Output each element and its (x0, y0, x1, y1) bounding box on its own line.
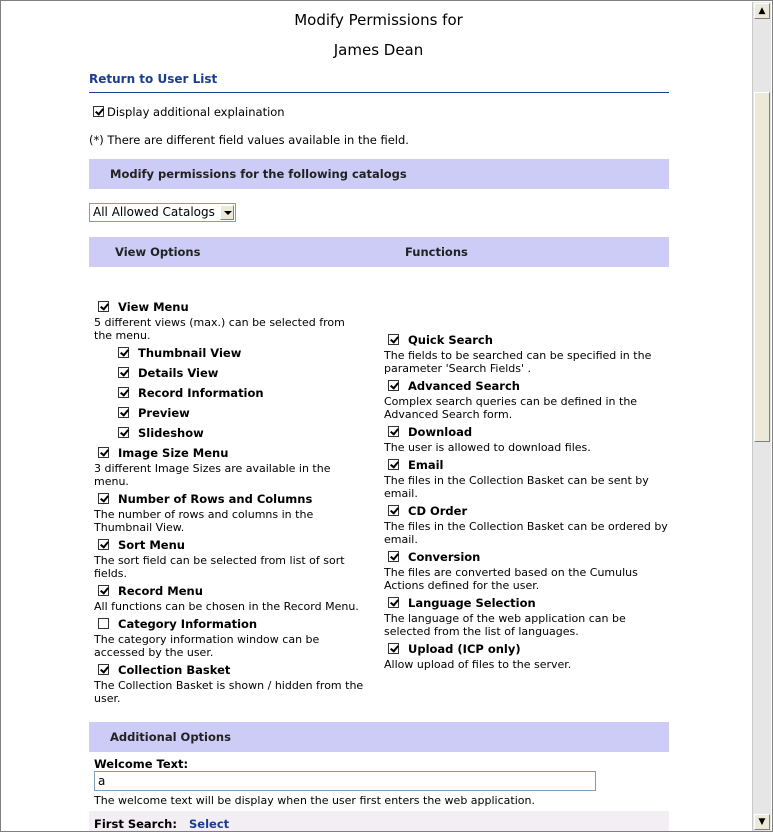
record-menu-desc: All functions can be chosen in the Record Menu. (94, 600, 359, 613)
checkbox-icon[interactable] (388, 597, 399, 608)
upload-desc: Allow upload of files to the server. (384, 658, 572, 671)
catalogs-band (89, 159, 669, 189)
catalog-select[interactable] (89, 203, 236, 222)
first-search-select-link[interactable]: Select (189, 817, 230, 831)
advanced-search-desc: Complex search queries can be defined in the Advanced Search form. (384, 395, 638, 421)
checkbox-icon[interactable] (98, 585, 109, 596)
collection-basket-desc: The Collection Basket is shown / hidden from the user. (94, 679, 364, 705)
image-size-menu-desc: 3 different Image Sizes are available in the menu. (94, 462, 331, 488)
sort-menu-desc: The sort field can be selected from list of sort fields. (94, 554, 345, 580)
welcome-text-desc: The welcome text will be display when the user first enters the web application. (94, 794, 535, 807)
view-menu-desc: 5 different views (max.) can be selected from the menu. (94, 316, 345, 342)
checkbox-icon[interactable] (388, 426, 399, 437)
display-explanation-label: Display additional explaination (107, 105, 285, 119)
checkbox-icon[interactable] (388, 380, 399, 391)
welcome-text-label: Welcome Text: (94, 757, 189, 771)
field-values-note: (*) There are different field values available in the field. (89, 133, 409, 147)
category-information-desc: The category information window can be accessed by the user. (94, 633, 320, 659)
checkbox-icon[interactable] (388, 551, 399, 562)
return-to-user-list-link[interactable]: Return to User List (89, 72, 218, 86)
checkbox-icon[interactable] (98, 493, 109, 504)
welcome-text-input[interactable] (94, 771, 596, 791)
cd-order-desc: The files in the Collection Basket can be ordered by email. (384, 520, 668, 546)
checkbox-icon[interactable] (118, 367, 129, 378)
catalogs-band-title: Modify permissions for the following catalogs (110, 167, 407, 181)
checkbox-icon[interactable] (118, 347, 129, 358)
functions-header: Functions (405, 245, 468, 259)
checkbox-icon[interactable] (388, 505, 399, 516)
conversion-desc: The files are converted based on the Cumulus Actions defined for the user. (384, 566, 638, 592)
checkbox-icon[interactable] (98, 539, 109, 550)
additional-options-band (89, 722, 669, 752)
display-explanation-checkbox[interactable] (93, 106, 104, 117)
catalog-select-value: All Allowed Catalogs (93, 205, 215, 219)
checkbox-icon[interactable] (118, 427, 129, 438)
checkbox-icon[interactable] (118, 407, 129, 418)
arrow-up-icon[interactable]: ▲ (754, 3, 770, 19)
options-header-band (89, 237, 669, 267)
checkbox-icon[interactable] (118, 387, 129, 398)
checkbox-icon[interactable] (98, 618, 109, 629)
vertical-scrollbar[interactable] (752, 2, 771, 831)
divider (89, 92, 669, 93)
user-name: James Dean (333, 41, 424, 59)
page-content: Modify Permissions for James Dean Return to User List Display additional explaination (*) There are different field values available in the field. Modify permissions for the following catalogs All Allowed Catalogs View Options Functions View Menu 5 different views (max.) can be selected from the menu. Thumbnail View Details View Record Information Preview Slideshow Image Size Menu 3 different Image Sizes are available in the menu. Number of Rows and Columns The number of rows and columns in the Thumbnail View. Sort Menu The sort field can be selected from list of sort fields. Record Menu All functions can be chosen in the Record Menu. Category Information The category information window can be accessed by the user. Collection Basket The Collection Basket is shown / hidden from the user. Quick Search The fields to be searched can be specified in the parameter 'Search Fields' . Advanced Search Complex search queries can be defined in the Advanced Search form. Download The user is allowed to download files. Email The files in the Collection Basket can be sent by email. CD Order The files in the Collection Basket can be ordered by email. Conversion The files are converted based on the Cumulus Actions defined for the user. Language Selection The language of the web application can be selected from the list of languages. Upload (ICP only) Allow upload of files to the server. Additional Options Welcome Text: a The welcome text will be display when the user first enters the web application. First Search: Select (1, 1, 752, 831)
additional-options-title: Additional Options (110, 730, 231, 744)
arrow-down-icon[interactable]: ▼ (754, 814, 770, 830)
page-title: Modify Permissions for (294, 11, 463, 29)
checkbox-icon[interactable] (388, 459, 399, 470)
checkbox-icon[interactable] (388, 334, 399, 345)
checkbox-icon[interactable] (98, 447, 109, 458)
view-options-header: View Options (115, 245, 201, 259)
email-desc: The files in the Collection Basket can be sent by email. (384, 474, 649, 500)
display-explanation-option[interactable] (93, 105, 285, 119)
checkbox-icon[interactable] (98, 301, 109, 312)
checkbox-icon[interactable] (388, 643, 399, 654)
checkbox-icon[interactable] (98, 664, 109, 675)
scrollbar-thumb[interactable] (754, 92, 770, 442)
language-selection-desc: The language of the web application can be selected from the list of languages. (384, 612, 626, 638)
quick-search-desc: The fields to be searched can be specified in the parameter 'Search Fields' . (384, 349, 652, 375)
download-desc: The user is allowed to download files. (384, 441, 591, 454)
first-search-label: First Search: (94, 817, 177, 831)
rows-columns-desc: The number of rows and columns in the Thumbnail View. (94, 508, 314, 534)
chevron-down-icon[interactable] (220, 205, 234, 220)
